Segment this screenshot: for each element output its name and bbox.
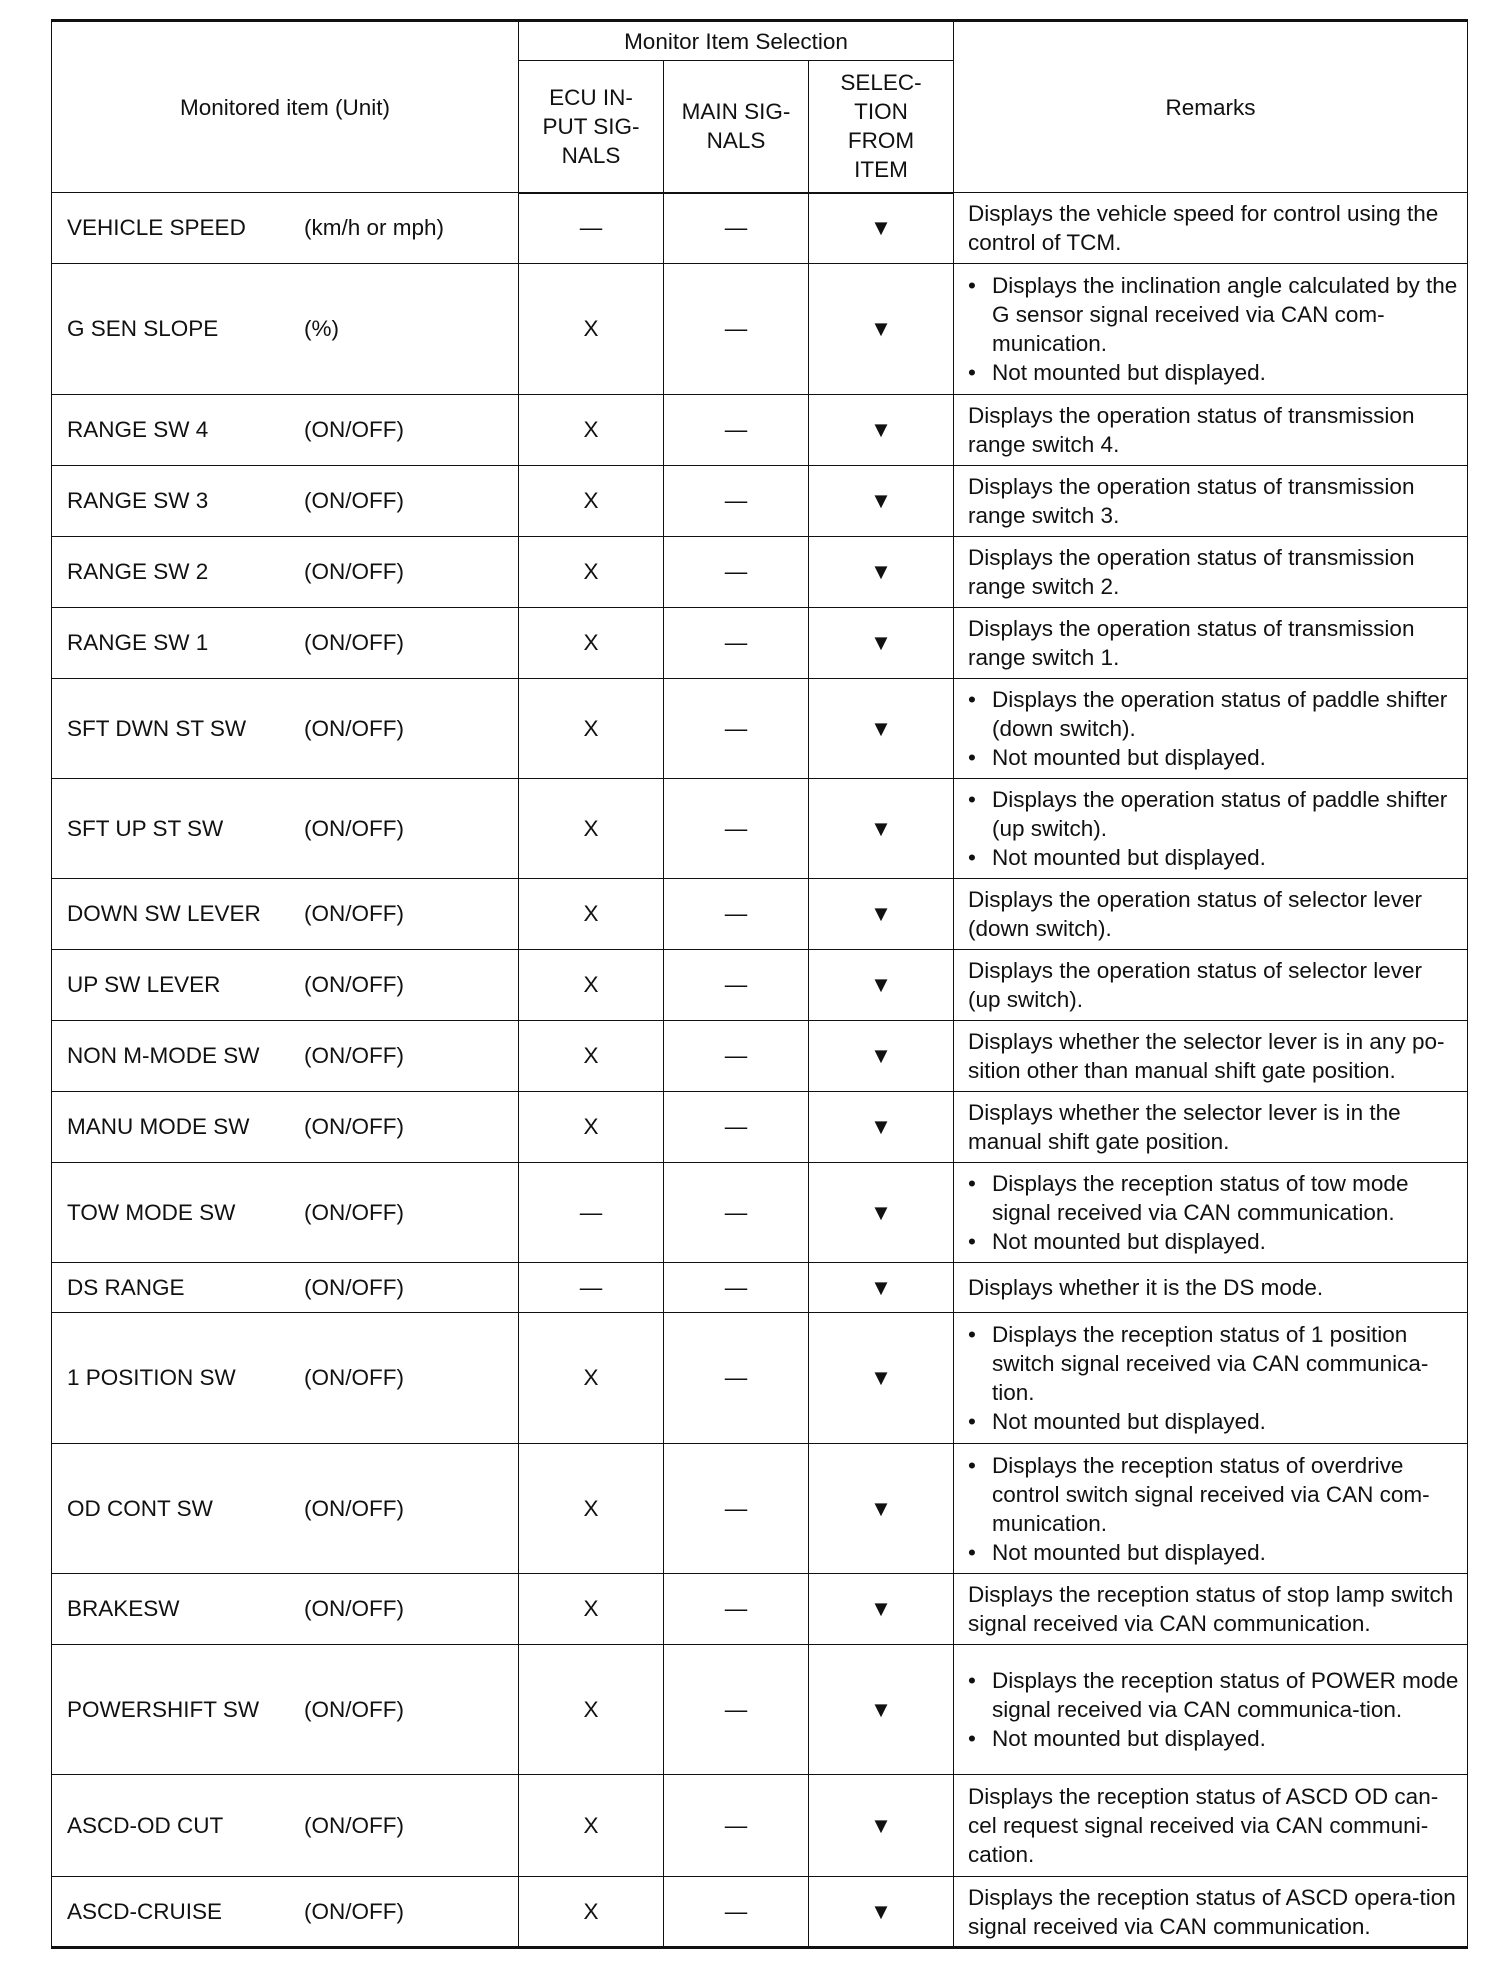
remark-bullet: • Not mounted but displayed. [968,1407,1459,1436]
item-unit: (ON/OFF) [304,417,404,442]
table-body [52,193,1468,1948]
header-remarks: Remarks [954,21,1468,193]
ecu-input-mark: X [519,679,664,779]
table-row [52,466,1468,537]
item-unit: (ON/OFF) [304,1199,404,1225]
table-row [52,1574,1468,1645]
remarks-cell [954,1574,1468,1645]
table-row [52,1092,1468,1163]
main-signal-mark: — [664,466,809,537]
item-unit: (ON/OFF) [304,815,404,841]
remarks-cell [954,466,1468,537]
remark-bullet: • Not mounted but displayed. [968,1538,1459,1567]
item-name: MANU MODE SW [67,1114,250,1139]
main-signal-mark: — [664,779,809,879]
monitored-item-cell [52,1163,519,1263]
item-name: TOW MODE SW [67,1199,236,1225]
remark-text: Displays whether the selector lever is in the manual shift gate position. [968,1100,1401,1154]
ecu-input-mark: X [519,779,664,879]
monitored-item-cell [52,1775,519,1877]
main-signal-mark: — [664,950,809,1021]
selection-mark: ▼ [809,1163,954,1263]
remark-bullet: • Displays the reception status of overdrive control switch signal received via CAN com-munication. [968,1451,1459,1538]
table-row [52,950,1468,1021]
ecu-input-mark: — [519,1263,664,1313]
item-name: RANGE SW 3 [67,488,209,513]
item-name: POWERSHIFT SW [67,1696,260,1722]
item-name: 1 POSITION SW [67,1365,236,1390]
selection-mark: ▼ [809,679,954,779]
item-name: SFT UP ST SW [67,815,224,841]
remarks-cell [954,950,1468,1021]
selection-mark: ▼ [809,466,954,537]
main-signal-mark: — [664,879,809,950]
remarks-cell [954,1092,1468,1163]
remark-bullet: • Displays the reception status of 1 position switch signal received via CAN communica-tion. [968,1320,1459,1407]
remarks-cell [954,879,1468,950]
monitored-item-cell [52,1092,519,1163]
item-name: VEHICLE SPEED [67,215,246,240]
monitored-item-cell [52,879,519,950]
selection-mark: ▼ [809,1263,954,1313]
selection-mark: ▼ [809,1877,954,1948]
main-signal-mark: — [664,1645,809,1775]
ecu-input-mark: X [519,1092,664,1163]
remark-text: Displays whether it is the DS mode. [968,1275,1324,1300]
table-row [52,1313,1468,1444]
monitored-item-cell [52,193,519,264]
remark-text: Displays the operation status of transmission range switch 1. [968,616,1415,670]
selection-mark: ▼ [809,193,954,264]
item-name: RANGE SW 1 [67,630,209,655]
table-row [52,1877,1468,1948]
monitored-item-cell [52,1877,519,1948]
item-name: NON M-MODE SW [67,1043,260,1068]
item-name: OD CONT SW [67,1495,213,1521]
main-signal-mark: — [664,1313,809,1444]
header-ecu-input-signals: ECU IN- PUT SIG- NALS [519,61,664,193]
item-unit: (ON/OFF) [304,1495,404,1521]
ecu-input-mark: X [519,466,664,537]
item-name: BRAKESW [67,1596,180,1621]
remark-bullet: • Not mounted but displayed. [968,743,1459,772]
table-row [52,1645,1468,1775]
monitored-item-cell [52,1021,519,1092]
remark-text: Displays the operation status of transmission range switch 3. [968,474,1415,528]
selection-mark: ▼ [809,1444,954,1574]
remark-bullet: • Not mounted but displayed. [968,1724,1459,1753]
item-unit: (ON/OFF) [304,1596,404,1621]
table-row [52,779,1468,879]
item-name: ASCD-CRUISE [67,1898,223,1924]
remarks-cell [954,1263,1468,1313]
main-signal-mark: — [664,193,809,264]
main-signal-mark: — [664,1163,809,1263]
ecu-input-mark: X [519,879,664,950]
selection-mark: ▼ [809,608,954,679]
item-unit: (ON/OFF) [304,715,404,741]
remarks-cell [954,679,1468,779]
table-row [52,395,1468,466]
monitored-item-cell [52,950,519,1021]
item-unit: (ON/OFF) [304,1274,404,1300]
remark-text: Displays the vehicle speed for control using the control of TCM. [968,201,1439,255]
item-name: SFT DWN ST SW [67,715,247,741]
ecu-input-mark: X [519,1775,664,1877]
table-header [52,21,1468,193]
table-row [52,193,1468,264]
item-name: DS RANGE [67,1274,185,1300]
ecu-input-mark: X [519,395,664,466]
selection-mark: ▼ [809,395,954,466]
main-signal-mark: — [664,395,809,466]
remark-bullet: • Displays the operation status of paddle shifter (down switch). [968,685,1459,743]
table-row [52,1021,1468,1092]
item-unit: (ON/OFF) [304,901,404,926]
selection-mark: ▼ [809,879,954,950]
item-name: UP SW LEVER [67,972,221,997]
selection-mark: ▼ [809,950,954,1021]
selection-mark: ▼ [809,1021,954,1092]
main-signal-mark: — [664,537,809,608]
remarks-cell [954,1313,1468,1444]
table-row [52,1263,1468,1313]
selection-mark: ▼ [809,537,954,608]
table-row [52,264,1468,395]
table-row [52,1775,1468,1877]
table-row [52,537,1468,608]
ecu-input-mark: X [519,1313,664,1444]
ecu-input-mark: X [519,1021,664,1092]
monitored-item-cell [52,1444,519,1574]
selection-mark: ▼ [809,779,954,879]
main-signal-mark: — [664,1775,809,1877]
remark-bullet: • Not mounted but displayed. [968,1227,1459,1256]
header-main-signals: MAIN SIG- NALS [664,61,809,193]
monitor-table-container [51,19,1467,1949]
table-row [52,1444,1468,1574]
main-signal-mark: — [664,1021,809,1092]
ecu-input-mark: X [519,537,664,608]
header-monitored-item: Monitored item (Unit) [52,21,519,193]
header-selection-from-item: SELEC- TION FROM ITEM [809,61,954,193]
main-signal-mark: — [664,608,809,679]
monitored-item-cell [52,537,519,608]
monitored-item-cell [52,1574,519,1645]
ecu-input-mark: X [519,1877,664,1948]
remarks-cell [954,1444,1468,1574]
remark-bullet: • Not mounted but displayed. [968,843,1459,872]
item-unit: (ON/OFF) [304,1365,404,1390]
remark-text: Displays the reception status of ASCD OD can-cel request signal received via CAN communi-cation. [968,1784,1439,1867]
remark-bullet: • Displays the reception status of POWER mode signal received via CAN communica-tion. [968,1666,1459,1724]
main-signal-mark: — [664,1092,809,1163]
monitored-item-cell [52,679,519,779]
selection-mark: ▼ [809,264,954,395]
monitored-item-cell [52,608,519,679]
remarks-cell [954,264,1468,395]
monitored-item-cell [52,395,519,466]
item-unit: (ON/OFF) [304,1898,404,1924]
remark-bullet: • Displays the inclination angle calculated by the G sensor signal received via CAN com-munication. [968,271,1459,358]
item-unit: (km/h or mph) [304,215,445,240]
remark-bullet: • Displays the reception status of tow mode signal received via CAN communication. [968,1169,1459,1227]
remark-text: Displays the operation status of transmission range switch 4. [968,403,1415,457]
ecu-input-mark: X [519,1574,664,1645]
main-signal-mark: — [664,1574,809,1645]
remarks-cell [954,537,1468,608]
remark-text: Displays whether the selector lever is in any po-sition other than manual shift gate position. [968,1029,1445,1083]
remark-bullet: • Not mounted but displayed. [968,358,1459,387]
item-unit: (ON/OFF) [304,1696,404,1722]
remarks-cell [954,1877,1468,1948]
selection-mark: ▼ [809,1775,954,1877]
item-unit: (ON/OFF) [304,630,404,655]
table-row [52,608,1468,679]
item-name: DOWN SW LEVER [67,901,261,926]
remarks-cell [954,779,1468,879]
item-name: RANGE SW 2 [67,559,209,584]
monitored-item-cell [52,779,519,879]
ecu-input-mark: X [519,1645,664,1775]
main-signal-mark: — [664,264,809,395]
ecu-input-mark: X [519,264,664,395]
table-row [52,679,1468,779]
remark-text: Displays the reception status of ASCD opera-tion signal received via CAN communication. [968,1884,1456,1939]
main-signal-mark: — [664,679,809,779]
monitor-item-table [51,19,1468,1949]
remarks-cell [954,608,1468,679]
selection-mark: ▼ [809,1574,954,1645]
remark-text: Displays the operation status of selector lever (up switch). [968,958,1422,1012]
ecu-input-mark: — [519,193,664,264]
remarks-cell [954,1775,1468,1877]
remark-text: Displays the operation status of selector lever (down switch). [968,887,1422,941]
item-name: ASCD-OD CUT [67,1812,224,1838]
remarks-cell [954,1021,1468,1092]
remarks-cell [954,1163,1468,1263]
selection-mark: ▼ [809,1313,954,1444]
remark-bullet: • Displays the operation status of paddle shifter (up switch). [968,785,1459,843]
item-unit: (ON/OFF) [304,1812,404,1838]
item-unit: (%) [304,316,339,341]
item-unit: (ON/OFF) [304,559,404,584]
ecu-input-mark: X [519,1444,664,1574]
monitored-item-cell [52,466,519,537]
item-name: RANGE SW 4 [67,417,209,442]
table-row [52,879,1468,950]
main-signal-mark: — [664,1263,809,1313]
remarks-cell [954,193,1468,264]
header-monitor-item-selection: Monitor Item Selection [519,21,954,61]
item-unit: (ON/OFF) [304,1114,404,1139]
remark-text: Displays the operation status of transmission range switch 2. [968,545,1415,599]
table-row [52,1163,1468,1263]
item-name: G SEN SLOPE [67,316,219,341]
remarks-cell [954,395,1468,466]
monitored-item-cell [52,1263,519,1313]
ecu-input-mark: — [519,1163,664,1263]
selection-mark: ▼ [809,1645,954,1775]
main-signal-mark: — [664,1444,809,1574]
monitored-item-cell [52,264,519,395]
remark-text: Displays the reception status of stop lamp switch signal received via CAN communication. [968,1582,1454,1636]
monitored-item-cell [52,1313,519,1444]
selection-mark: ▼ [809,1092,954,1163]
item-unit: (ON/OFF) [304,1043,404,1068]
item-unit: (ON/OFF) [304,972,404,997]
monitored-item-cell [52,1645,519,1775]
remarks-cell [954,1645,1468,1775]
ecu-input-mark: X [519,608,664,679]
item-unit: (ON/OFF) [304,488,404,513]
main-signal-mark: — [664,1877,809,1948]
ecu-input-mark: X [519,950,664,1021]
